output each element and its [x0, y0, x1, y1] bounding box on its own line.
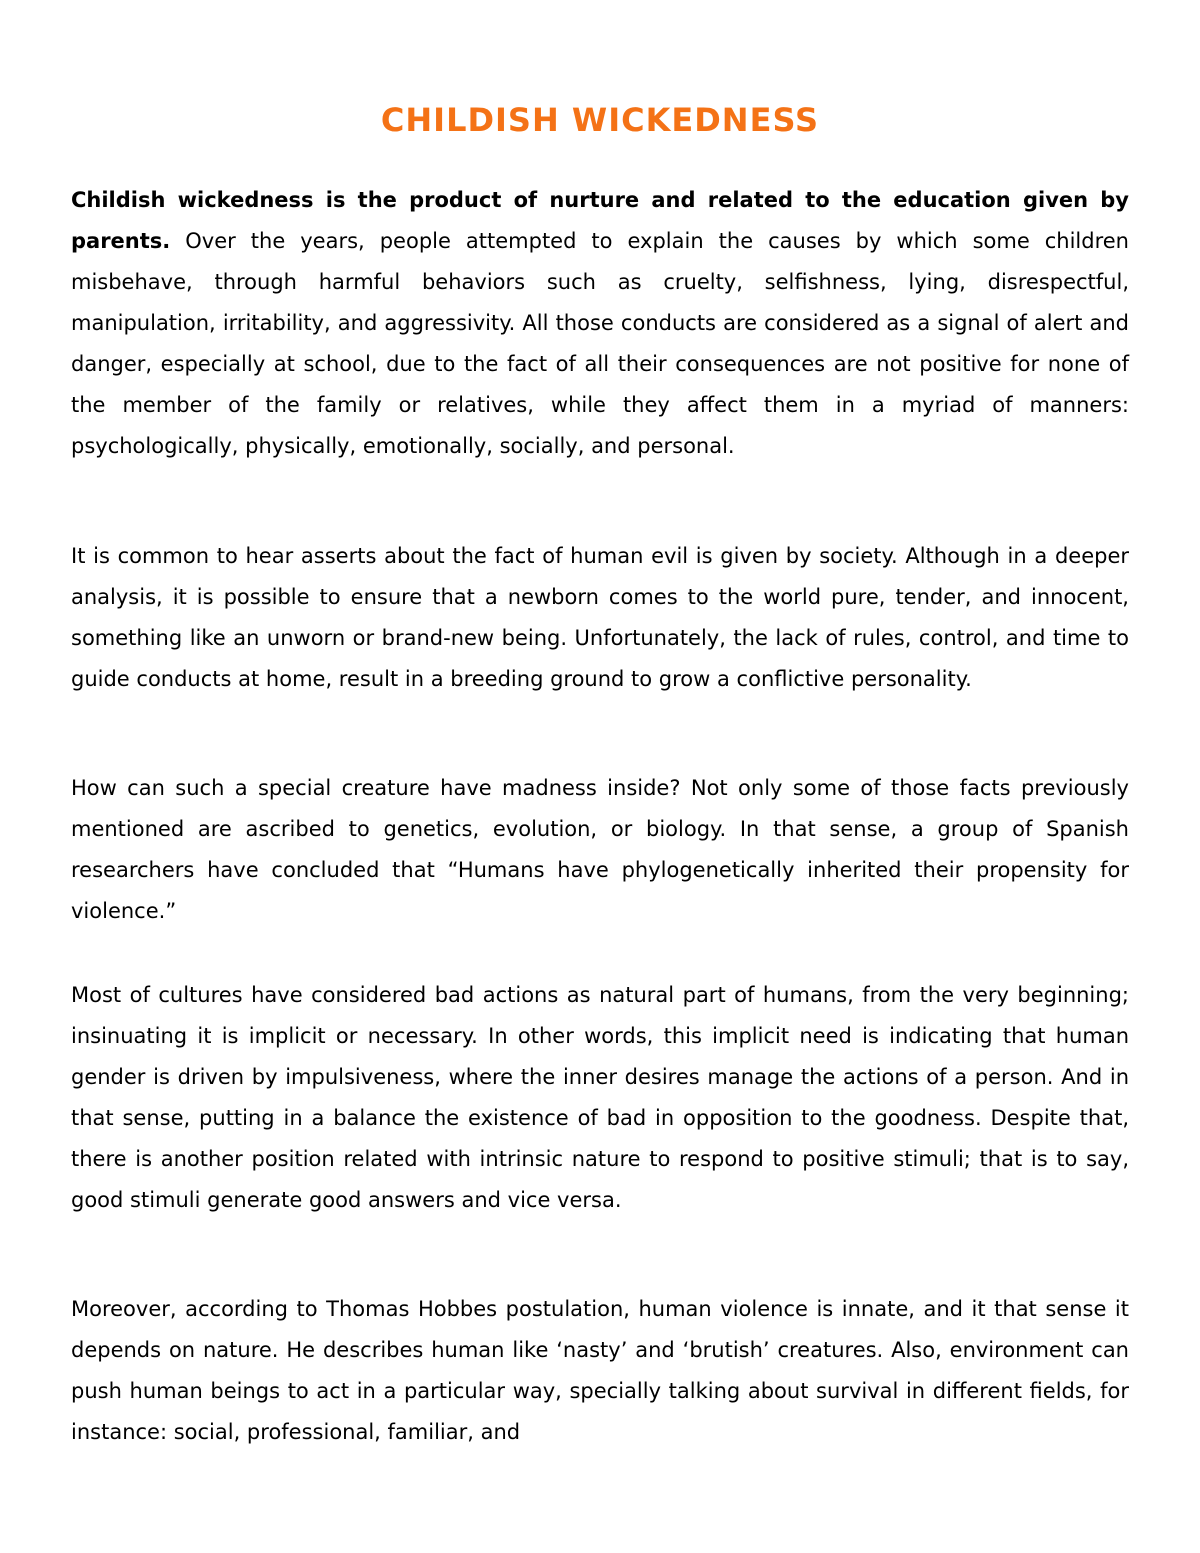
paragraph-3: How can such a special creature have madness inside? Not only some of those facts previously mentioned are ascribed to genetics, evolution, or biology. In that sense, a group of Spanish researchers have concluded that “Humans have phylogenetically inherited their propensity for violence.” [71, 776, 1129, 923]
paragraph-1-lead-sentence: Childish wickedness is the product of nurture and related to the education given by parents. [71, 188, 1129, 253]
paragraph-1 [71, 180, 1129, 467]
paragraph-2: It is common to hear asserts about the fact of human evil is given by society. Although in a deeper analysis, it is possible to ensure that a newborn comes to the world pure, tender, and innocent, something like an unworn or brand-new being. Unfortunately, the lack of rules, control, and time to guide conducts at home, result in a breeding ground to grow a conflictive personality. [71, 544, 1129, 691]
paragraph-5: Moreover, according to Thomas Hobbes postulation, human violence is innate, and it that sense it depends on nature. He describes human like ‘nasty’ and ‘brutish’ creatures. Also, environment can push human beings to act in a particular way, specially talking about survival in different fields, for instance: social, professional, familiar, and [71, 1297, 1129, 1444]
document-title: CHILDISH WICKEDNESS [380, 101, 820, 139]
paragraph-4: Most of cultures have considered bad actions as natural part of humans, from the very beginning; insinuating it is implicit or necessary. In other words, this implicit need is indicating that human gender is driven by impulsiveness, where the inner desires manage the actions of a person. And in that sense, putting in a balance the existence of bad in opposition to the goodness. Despite that, there is another position related with intrinsic nature to respond to positive stimuli; that is to say, good stimuli generate good answers and vice versa. [71, 983, 1129, 1212]
paragraph-1-text: Over the years, people attempted to explain the causes by which some children misbehave, through harmful behaviors such as cruelty, selfishness, lying, disrespectful, manipulation, irritability, and aggressivity. All those conducts are considered as a signal of alert and danger, especially at school, due to the fact of all their consequences are not positive for none of the member of the family or relatives, while they affect them in a myriad of manners: psychologically, physically, emotionally, socially, and personal. [71, 229, 1129, 458]
